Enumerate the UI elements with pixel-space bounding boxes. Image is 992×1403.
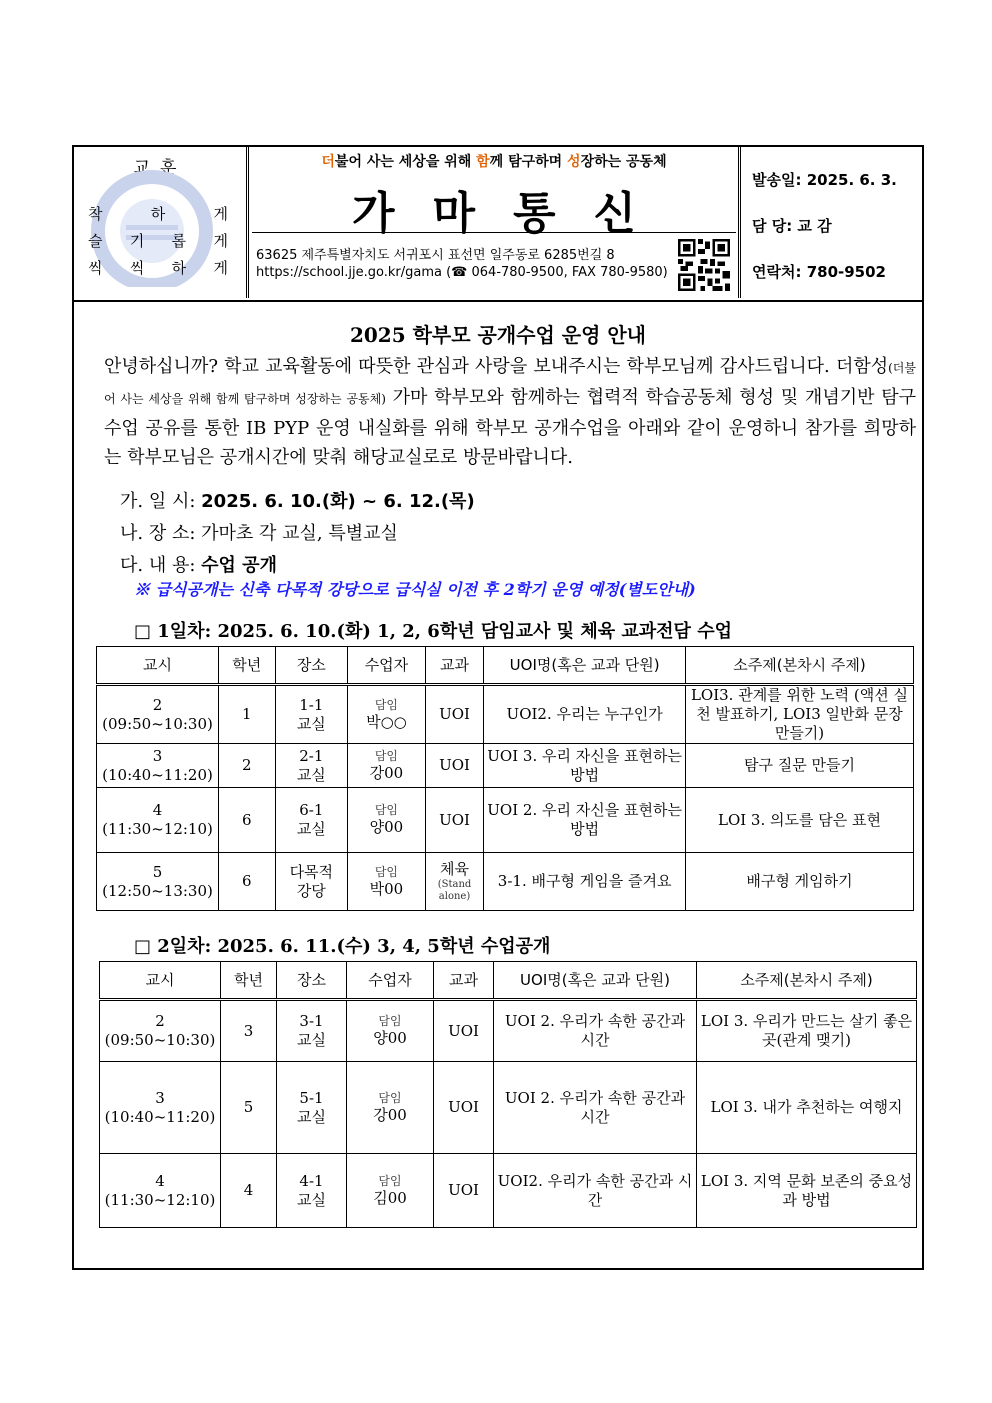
grade: 3 xyxy=(243,1021,254,1040)
place-room: 교실 xyxy=(297,1031,326,1049)
sub-topic: 탐구 질문 만들기 xyxy=(744,756,855,774)
period: 5 xyxy=(152,862,163,881)
period: 3 xyxy=(155,1088,165,1107)
sub-topic: LOI 3. 우리가 만드는 살기 좋은 곳(관계 맺기) xyxy=(700,1012,913,1049)
table-cell xyxy=(275,744,348,788)
place-room: 교실 xyxy=(296,714,326,733)
period: 4 xyxy=(152,801,163,819)
uoi-title: 3-1. 배구형 게임을 즐겨요 xyxy=(497,872,672,890)
column-header: UOI명(혹은 교과 단원) xyxy=(484,647,686,685)
table-cell xyxy=(348,788,426,853)
slogan-part: 장하는 공동체 xyxy=(580,154,667,170)
day1-heading: □ 1일차: 2025. 6. 10.(화) 1, 2, 6학년 담임교사 및 체육 교과전담 수업 xyxy=(134,621,732,642)
motto-line-2 xyxy=(88,230,228,251)
table-cell xyxy=(425,788,484,853)
place: 다목적 xyxy=(289,862,334,881)
teacher-name: 박00 xyxy=(369,879,404,898)
item-label: 가. 일 시: xyxy=(120,491,196,512)
table-cell xyxy=(348,853,426,911)
newsletter-header xyxy=(74,147,922,302)
item-value: 2025. 6. 10.(화) ~ 6. 12.(목) xyxy=(201,491,475,512)
place-room: 교실 xyxy=(297,1107,326,1126)
grade: 6 xyxy=(241,810,252,829)
subject: UOI xyxy=(439,756,470,774)
title-divider xyxy=(252,232,736,233)
table-cell xyxy=(97,744,219,788)
school-address xyxy=(256,247,668,281)
document-title: 2025 학부모 공개수업 운영 안내 xyxy=(349,323,647,347)
column-header: 교과 xyxy=(434,962,494,1000)
column-header: 교과 xyxy=(425,647,484,685)
table-cell xyxy=(434,1062,494,1154)
table-cell xyxy=(348,685,426,744)
place: 2-1 xyxy=(299,746,324,765)
table-cell xyxy=(434,1000,494,1062)
title-box xyxy=(250,147,741,298)
sub-topic: LOI 3. 지역 문화 보존의 중요성과 방법 xyxy=(700,1171,913,1209)
table-cell xyxy=(494,1154,697,1228)
period-time: (11:30~12:10) xyxy=(102,820,213,838)
uoi-title: UOI 2. 우리 자신을 표현하는 방법 xyxy=(487,801,682,838)
table-row xyxy=(100,1062,917,1154)
teacher-role: 담임 xyxy=(374,803,399,817)
teacher-role: 담임 xyxy=(374,748,399,763)
table-cell xyxy=(277,1154,347,1228)
qr-code-icon[interactable] xyxy=(678,239,730,291)
motto-title: 교훈 xyxy=(133,158,187,178)
table-cell xyxy=(484,788,686,853)
sub-topic: 배구형 게임하기 xyxy=(746,872,853,890)
issue-info xyxy=(742,147,922,298)
place-room: 교실 xyxy=(296,765,326,784)
column-header: 수업자 xyxy=(347,962,434,1000)
table-cell xyxy=(219,744,275,788)
teacher-role: 담임 xyxy=(378,1090,402,1105)
table-cell xyxy=(685,788,913,853)
teacher-name: 김00 xyxy=(373,1188,407,1207)
subject: UOI xyxy=(448,1181,479,1199)
slogan-part: 더 xyxy=(321,154,335,170)
uoi-title: UOI 3. 우리 자신을 표현하는 방법 xyxy=(487,746,682,784)
table-cell xyxy=(685,853,913,911)
table-cell xyxy=(347,1154,434,1228)
period-time: (10:40~11:20) xyxy=(104,1107,216,1126)
grade: 4 xyxy=(243,1181,254,1199)
slogan-part: 께 탐구하며 xyxy=(489,154,568,170)
subject: UOI xyxy=(448,1098,479,1116)
table-cell xyxy=(348,744,426,788)
slogan-part: 성 xyxy=(567,154,581,170)
subject: UOI xyxy=(448,1021,479,1040)
table-cell xyxy=(347,1000,434,1062)
day1-schedule-table xyxy=(96,646,914,911)
table-row xyxy=(100,1154,917,1228)
period-time: (10:40~11:20) xyxy=(102,765,213,784)
intro-paragraph xyxy=(104,352,916,472)
contact: 연락처: 780-9502 xyxy=(752,263,886,281)
table-cell xyxy=(100,1154,221,1228)
item-place xyxy=(120,519,398,545)
motto-char: 기 xyxy=(129,232,145,250)
slogan-part: 함 xyxy=(476,154,490,170)
table-cell xyxy=(277,1062,347,1154)
place: 3-1 xyxy=(299,1012,324,1030)
grade: 2 xyxy=(241,756,252,774)
period-time: (11:30~12:10) xyxy=(104,1190,216,1209)
table-cell xyxy=(434,1154,494,1228)
column-header: 교시 xyxy=(97,647,219,685)
issue-date: 발송일: 2025. 6. 3. xyxy=(752,171,897,189)
place: 4-1 xyxy=(299,1171,324,1190)
table-header-row xyxy=(100,962,917,1000)
motto-char: 씩 xyxy=(88,259,103,277)
lunch-notice: ※ 급식공개는 신축 다목적 강당으로 급식실 이전 후 2학기 운영 예정(별도안내) xyxy=(134,580,696,599)
motto-char: 게 xyxy=(213,232,228,250)
item-value: 가마초 각 교실, 특별교실 xyxy=(201,523,398,544)
table-cell xyxy=(425,685,484,744)
table-row xyxy=(97,788,914,853)
table-cell xyxy=(685,685,913,744)
table-cell xyxy=(484,853,686,911)
table-cell xyxy=(275,788,348,853)
teacher-role: 담임 xyxy=(374,864,399,879)
place-room: 강당 xyxy=(296,881,326,900)
item-label: 다. 내 용: xyxy=(120,555,196,576)
table-cell xyxy=(494,1062,697,1154)
motto-char: 씩 xyxy=(129,259,145,277)
place-room: 교실 xyxy=(296,820,326,838)
table-cell xyxy=(484,685,686,744)
table-cell xyxy=(275,853,348,911)
table-cell xyxy=(697,1062,917,1154)
item-date xyxy=(120,487,475,513)
column-header: 소주제(본차시 주제) xyxy=(685,647,913,685)
day2-schedule-table xyxy=(99,961,917,1228)
column-header: 장소 xyxy=(277,962,347,1000)
table-cell xyxy=(219,853,275,911)
table-cell xyxy=(697,1000,917,1062)
table-cell xyxy=(219,685,275,744)
period-time: (09:50~10:30) xyxy=(104,1031,216,1049)
sub-topic: LOI 3. 내가 추천하는 여행지 xyxy=(710,1098,903,1116)
subject: UOI xyxy=(439,810,470,829)
uoi-title: UOI2. 우리는 누구인가 xyxy=(506,705,663,723)
place: 5-1 xyxy=(299,1088,324,1107)
uoi-title: UOI2. 우리가 속한 공간과 시간 xyxy=(497,1171,693,1209)
period: 4 xyxy=(155,1171,165,1190)
table-cell xyxy=(484,744,686,788)
intro-text-a: 안녕하십니까? 학교 교육활동에 따뜻한 관심과 사랑을 보내주시는 학부모님께 감사드립니다. 더함성 xyxy=(104,356,889,377)
table-cell xyxy=(685,744,913,788)
address-line-2: https://school.jje.go.kr/gama (☎ 064-780-9500, FAX 780-9580) xyxy=(256,265,668,280)
table-cell xyxy=(275,685,348,744)
period-time: (09:50~10:30) xyxy=(102,714,213,733)
school-motto xyxy=(74,147,249,298)
teacher-role: 담임 xyxy=(374,697,399,712)
subject-note: (Stand alone) xyxy=(437,879,472,902)
school-slogan xyxy=(250,151,738,171)
column-header: UOI명(혹은 교과 단원) xyxy=(494,962,697,1000)
motto-line-3 xyxy=(88,257,228,278)
table-cell xyxy=(100,1062,221,1154)
column-header: 학년 xyxy=(221,962,277,1000)
teacher-name: 강00 xyxy=(373,1105,407,1124)
uoi-title: UOI 2. 우리가 속한 공간과 시간 xyxy=(504,1012,686,1049)
table-cell xyxy=(221,1154,277,1228)
place-room: 교실 xyxy=(297,1190,326,1209)
place: 1-1 xyxy=(299,695,324,714)
motto-char: 롭 xyxy=(171,232,187,250)
column-header: 소주제(본차시 주제) xyxy=(697,962,917,1000)
newsletter-title: 가마통신 xyxy=(351,188,674,239)
address-line-1: 63625 제주특별자치도 서귀포시 표선면 일주동로 6285번길 8 xyxy=(256,248,615,263)
period: 3 xyxy=(152,746,163,765)
table-cell xyxy=(97,788,219,853)
table-cell xyxy=(221,1000,277,1062)
intro-text-small: (더불어 사는 세상을 위해 함께 탐구하며 성장하는 공동체) xyxy=(104,361,916,406)
grade: 5 xyxy=(243,1098,254,1116)
manager: 담 당: 교 감 xyxy=(752,217,832,235)
period: 2 xyxy=(155,1012,165,1030)
motto-char: 게 xyxy=(213,205,228,223)
period-time: (12:50~13:30) xyxy=(102,881,213,900)
table-cell xyxy=(277,1000,347,1062)
table-cell xyxy=(347,1062,434,1154)
table-cell xyxy=(697,1154,917,1228)
table-header-row xyxy=(97,647,914,685)
motto-char: 하 xyxy=(171,259,187,277)
item-label: 나. 장 소: xyxy=(120,523,196,544)
table-row xyxy=(97,853,914,911)
grade: 1 xyxy=(241,705,252,723)
day2-heading: □ 2일차: 2025. 6. 11.(수) 3, 4, 5학년 수업공개 xyxy=(134,936,551,957)
motto-line-1 xyxy=(88,203,228,224)
subject: UOI xyxy=(439,705,470,723)
table-cell xyxy=(100,1000,221,1062)
teacher-name: 양00 xyxy=(373,1029,407,1047)
intro-text-b: 가마 학부모와 함께하는 협력적 학습공동체 형성 및 개념기반 탐구수업 공유를 통한 IB PYP 운영 내실화를 위해 학부모 공개수업을 아래와 같이 운영하니 참가를 희망하는 학부모님은 공개시간에 맞춰 해당교실로로 방문바랍니다. xyxy=(104,387,916,468)
table-row xyxy=(97,744,914,788)
newsletter-frame xyxy=(72,145,924,1270)
column-header: 학년 xyxy=(219,647,275,685)
table-cell xyxy=(97,853,219,911)
uoi-title: UOI 2. 우리가 속한 공간과 시간 xyxy=(504,1088,686,1126)
sub-topic: LOI 3. 의도를 담은 표현 xyxy=(717,810,881,829)
motto-char: 하 xyxy=(150,205,166,223)
table-cell xyxy=(97,685,219,744)
item-content xyxy=(120,551,277,577)
period: 2 xyxy=(152,695,163,714)
teacher-name: 양00 xyxy=(369,818,404,836)
table-cell xyxy=(425,744,484,788)
teacher-role: 담임 xyxy=(378,1173,402,1188)
teacher-role: 담임 xyxy=(378,1014,402,1028)
table-cell xyxy=(221,1062,277,1154)
motto-char: 슬 xyxy=(88,232,103,250)
column-header: 교시 xyxy=(100,962,221,1000)
table-row xyxy=(100,1000,917,1062)
grade: 6 xyxy=(241,872,252,890)
subject: 체육 xyxy=(440,860,469,878)
motto-char: 게 xyxy=(213,259,228,277)
slogan-part: 불어 사는 세상을 위해 xyxy=(334,154,477,170)
table-cell xyxy=(219,788,275,853)
place: 6-1 xyxy=(299,801,324,819)
sub-topic: LOI3. 관계를 위한 노력 (액션 실천 발표하기, LOI3 일반화 문장 만들기) xyxy=(690,686,909,742)
teacher-name: 강00 xyxy=(369,763,404,782)
item-value: 수업 공개 xyxy=(201,555,277,576)
table-cell xyxy=(425,853,484,911)
teacher-name: 박○○ xyxy=(366,712,407,731)
column-header: 장소 xyxy=(275,647,348,685)
motto-char: 착 xyxy=(88,205,103,223)
table-cell xyxy=(494,1000,697,1062)
table-row xyxy=(97,685,914,744)
column-header: 수업자 xyxy=(348,647,426,685)
